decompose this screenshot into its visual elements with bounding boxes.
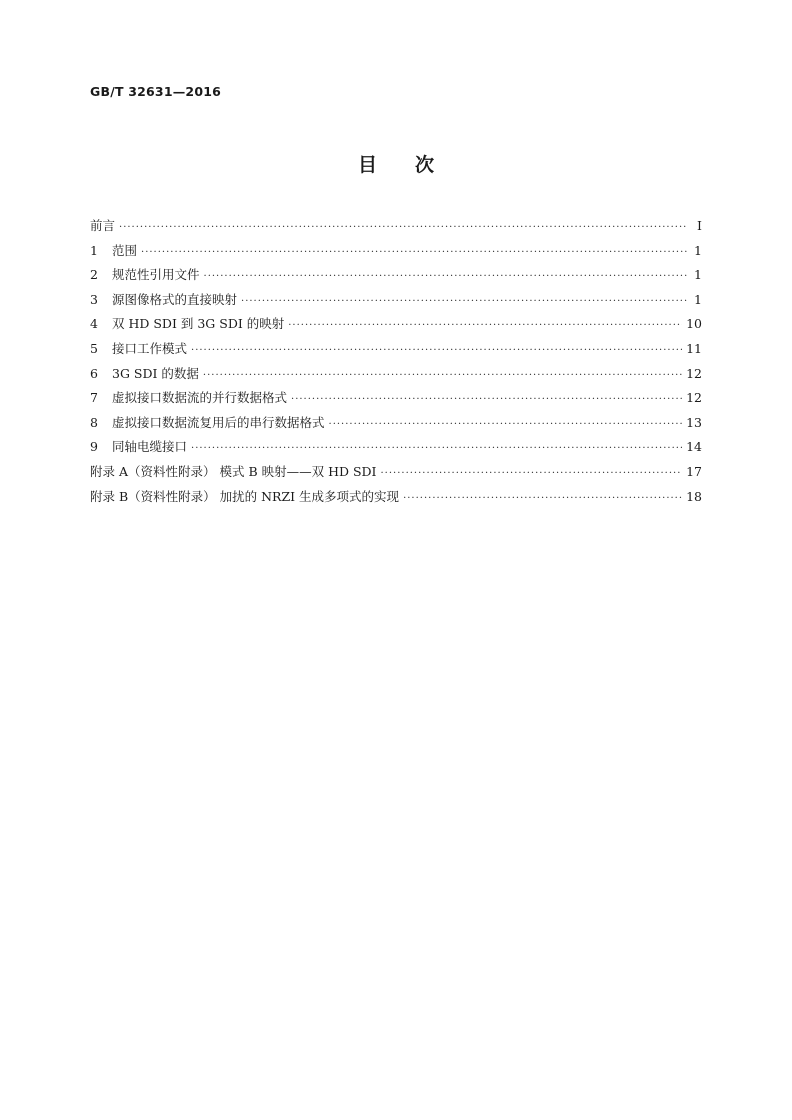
toc-entry-label: 附录 B（资料性附录） 加扰的 NRZI 生成多项式的实现 [90, 488, 400, 504]
toc-entry-label: 2 规范性引用文件 [90, 263, 204, 288]
toc-section-number: 9 [90, 439, 98, 455]
toc-entry-label: 9 同轴电缆接口 [90, 435, 191, 460]
toc-section-number: 8 [90, 414, 98, 430]
standard-number: GB/T 32631—2016 [90, 84, 222, 99]
toc-section-number: 3 [90, 291, 98, 307]
toc-page-number: 18 [686, 488, 702, 504]
toc-section-number: 2 [90, 267, 98, 283]
toc-page-number: 1 [694, 267, 702, 283]
toc-entry-label: 6 3G SDI 的数据 [90, 362, 203, 387]
toc-entry-1[interactable] [90, 239, 702, 264]
toc-dot-leader [191, 339, 682, 364]
toc-entry-label: 8 虚拟接口数据流复用后的串行数据格式 [90, 411, 329, 436]
toc-page-number: 12 [686, 365, 702, 381]
toc-page-number: 12 [686, 390, 702, 406]
toc-entry-appendix-a[interactable] [90, 460, 702, 485]
toc-section-number: 5 [90, 340, 98, 356]
toc-dot-leader [141, 241, 688, 266]
toc-entry-appendix-b[interactable] [90, 485, 702, 510]
toc-dot-leader [191, 437, 682, 462]
toc-entry-label: 7 虚拟接口数据流的并行数据格式 [90, 386, 291, 411]
toc-entry-label: 附录 A（资料性附录） 模式 B 映射——双 HD SDI [90, 463, 377, 479]
toc-dot-leader [381, 462, 683, 487]
toc-entry-label: 4 双 HD SDI 到 3G SDI 的映射 [90, 312, 288, 337]
toc-entry-9[interactable] [90, 435, 702, 460]
toc-section-number: 6 [90, 365, 98, 381]
toc-dot-leader [204, 265, 688, 290]
toc-dot-leader [288, 314, 682, 339]
toc-page-number: 14 [686, 439, 702, 455]
toc-entry-6[interactable] [90, 362, 702, 387]
table-of-contents [90, 214, 702, 509]
toc-section-number: 1 [90, 242, 98, 258]
toc-page-number: 13 [686, 414, 702, 430]
toc-entry-5[interactable] [90, 337, 702, 362]
toc-page-number: 11 [686, 340, 702, 356]
toc-dot-leader [403, 487, 682, 512]
toc-section-number: 4 [90, 316, 98, 332]
toc-dot-leader [329, 413, 683, 438]
toc-entry-3[interactable] [90, 288, 702, 313]
toc-section-number: 7 [90, 390, 98, 406]
toc-entry-label: 3 源图像格式的直接映射 [90, 288, 241, 313]
toc-dot-leader [119, 216, 688, 241]
toc-dot-leader [203, 364, 682, 389]
toc-page-number: 1 [694, 291, 702, 307]
toc-entry-label: 1 范围 [90, 239, 141, 264]
toc-page-number: 10 [686, 316, 702, 332]
toc-dot-leader [241, 290, 688, 315]
toc-page-number: 1 [694, 242, 702, 258]
toc-entry-7[interactable] [90, 386, 702, 411]
toc-entry-label: 5 接口工作模式 [90, 337, 191, 362]
toc-page-number: Ⅰ [697, 218, 702, 233]
toc-entry-label: 前言 [90, 218, 116, 233]
toc-page-number: 17 [686, 463, 702, 479]
toc-dot-leader [291, 388, 682, 413]
page-title: 目次 [357, 154, 472, 176]
toc-entry-8[interactable] [90, 411, 702, 436]
toc-entry-2[interactable] [90, 263, 702, 288]
toc-entry-preface[interactable] [90, 214, 702, 239]
toc-entry-4[interactable] [90, 312, 702, 337]
